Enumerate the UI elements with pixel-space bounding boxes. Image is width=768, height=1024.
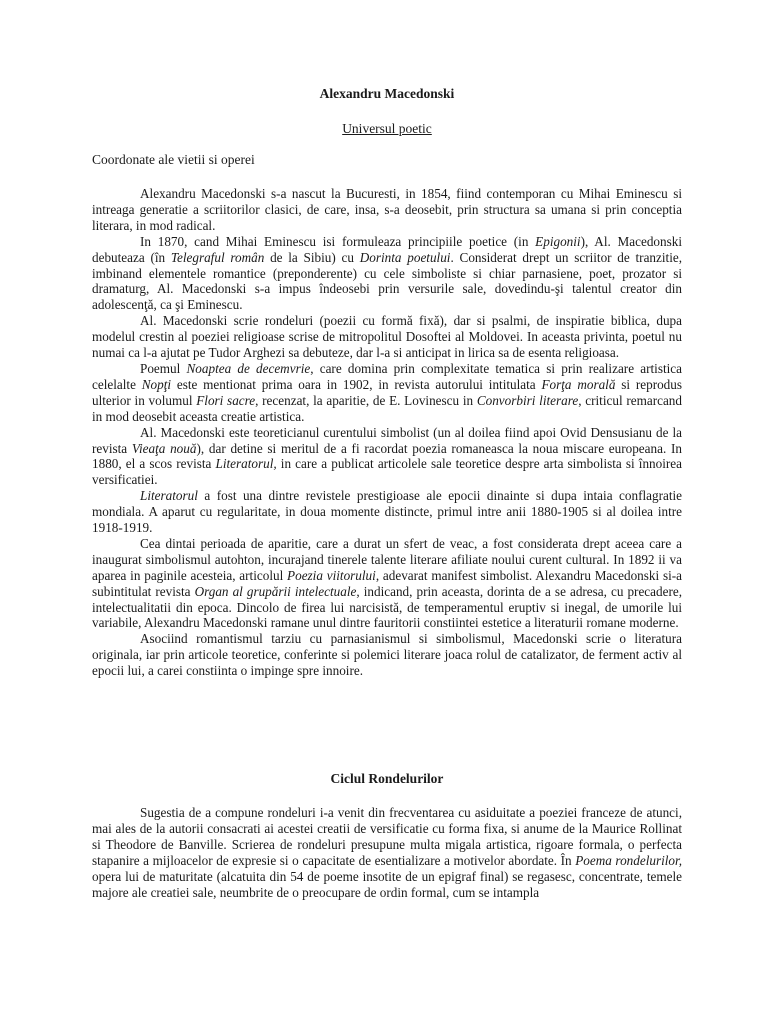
text-run: este mentionat prima oara in 1902, in revista autorului intitulata (171, 376, 542, 392)
text-run: , adevarat manifest simbolist. Alexandru Macedonski si-a subintitulat revista (92, 567, 682, 599)
text-run: . Considerat drept un scriitor de tranzitie, imbinand elementele romantice (preponderente) cu cele simboliste si chiar parnasiene, poet, prozator si dramaturg, Al. Macedonski s-a impus îndeosebi prin versurile sale, dovedindu-şi talentul creator din adolescenţă, ca şi Eminescu. (92, 249, 683, 313)
text-run: opera lui de maturitate (alcatuita din 54 de poeme insotite de un epigraf final) se regasesc, concentrate, temele majore ale creatiei sale, neumbrite de o preocupare de ordin formal, cum se intampla (92, 868, 682, 900)
italic-run: Telegraful român (170, 249, 265, 265)
section-heading: Coordonate ale vietii si operei (92, 152, 255, 167)
paragraph (92, 488, 682, 536)
italic-run: Literatorul (140, 488, 198, 504)
text-run: ), dar detine si meritul de a fi racordat poezia romaneasca la noua miscare europeana. In 1880, el a scos revista (92, 440, 682, 472)
paragraph (92, 631, 682, 679)
text-run: Poemul (140, 360, 187, 376)
paragraph (92, 234, 682, 314)
text-run: , care domina prin complexitate tematica si prin realizare artistica celelalte (92, 360, 682, 392)
text-run: in care a publicat articolele sale teoretice despre arta simbolista si înnoirea versificatiei. (92, 456, 682, 488)
paragraph (92, 186, 682, 234)
text-run: a fost una dintre revistele prestigioase ale epocii dinainte si dupa intaia conflagratie mondiala. A aparut cu regularitate, in doua momente distincte, primul intre anii 1880-1905 si al doilea intre 1918-1919. (92, 488, 682, 536)
italic-run: Forţa morală (541, 376, 616, 392)
text-run: Asociind romantismul tarziu cu parnasianismul si simbolismul, Macedonski scrie o literatura originala, iar prin articole teoretice, conferinte si polemici literare joaca rolul de catalizator, de ferment activ al epocii lui, a carei constiinta o impinge spre innoire. (92, 631, 682, 679)
paragraph (92, 361, 682, 425)
text-run: , criticul remarcand in mod deosebit aceasta creatie artistica. (92, 392, 682, 424)
text-run: Alexandru Macedonski s-a nascut la Bucuresti, in 1854, fiind contemporan cu Mihai Eminescu si intreaga generatie a scriitorilor clasici, de care, insa, s-a deosebit, prin structura sa umana si prin conceptia literara, in mod radical. (92, 186, 682, 233)
text-run: de la Sibiu) cu (264, 249, 360, 265)
paragraph (92, 536, 682, 631)
italic-run: Epigonii (535, 233, 581, 249)
italic-run: Vieaţa nouă (131, 440, 197, 456)
italic-run: Literatorul, (215, 456, 277, 472)
text-run: In 1870, cand Mihai Eminescu isi formuleaza principiile poetice (in (140, 233, 536, 249)
italic-run: Flori sacre (196, 392, 256, 408)
text-run: si reprodus ulterior in volumul (92, 376, 682, 408)
italic-run: Dorinta poetului (359, 249, 451, 265)
paragraph (92, 805, 682, 900)
section-title: Ciclul Rondelurilor (330, 771, 444, 786)
text-run: Al. Macedonski este teoreticianul curentului simbolist (un al doilea fiind apoi Ovid Densusianu de la revista (92, 424, 682, 456)
text-run: Sugestia de a compune rondeluri i-a venit din frecventarea cu asiduitate a poeziei franceze de atunci, mai ales de la autorii consacrati ai acestei creatii de versificatie cu forma fixa, si anume de la Maurice Rollinat si Theodore de Banville. Scrierea de rondeluri presupune multa migala artistica, rigoare formala, o perfecta stapanire a mijloacelor de expresie si o capacitate de esentializare a motivelor abordate. În (92, 805, 682, 868)
text-run: , recenzat, la aparitie, de E. Lovinescu in (255, 392, 477, 408)
italic-run: Noaptea de decemvrie (186, 360, 311, 376)
text-run: Cea dintai perioada de aparitie, care a durat un sfert de veac, a fost considerata drept aceea care a inaugurat simbolismul autohton, incurajand tinerele talente literare afiliate noului curent cultural. In 1892 ii va aparea in paginile acesteia, articolul (92, 535, 682, 583)
italic-run: Organ al grupării intelectuale (194, 583, 357, 599)
italic-run: Convorbiri literare (476, 392, 579, 408)
paragraph (92, 313, 682, 361)
text-run: ), Al. Macedonski debuteaza (în (92, 233, 682, 265)
section-body-text (92, 805, 682, 900)
text-run: , indicand, prin aceasta, dorinta de a se adresa, cu precadere, intelectualitatii din epoca. Dincolo de firea lui narcisistă, de temperamentul eruptiv si inegal, de umorile lui variabile, Alexandru Macedonski ramane unul dintre fauritorii constiintei estetice a literaturii romane moderne. (92, 583, 682, 631)
italic-run: Poezia viitorului (287, 567, 376, 583)
document-title: Alexandru Macedonski (319, 86, 455, 101)
document-subtitle: Universul poetic (342, 121, 432, 136)
text-run: Al. Macedonski scrie rondeluri (poezii cu formă fixă), dar si psalmi, de inspiratie biblica, dupa modelul crestin al poeziei religioase scrise de mitropolitul Dosoftei al Moldovei. In aceasta privinta, poetul nu numai ca l-a ajutat pe Tudor Arghezi sa debuteze, dar l-a si anticipat in lirica sa de esenta religioasa. (92, 313, 682, 361)
italic-run: Poema rondelurilor, (575, 852, 682, 868)
italic-run: Nopţi (141, 376, 172, 392)
body-text (92, 186, 682, 679)
paragraph (92, 425, 682, 489)
